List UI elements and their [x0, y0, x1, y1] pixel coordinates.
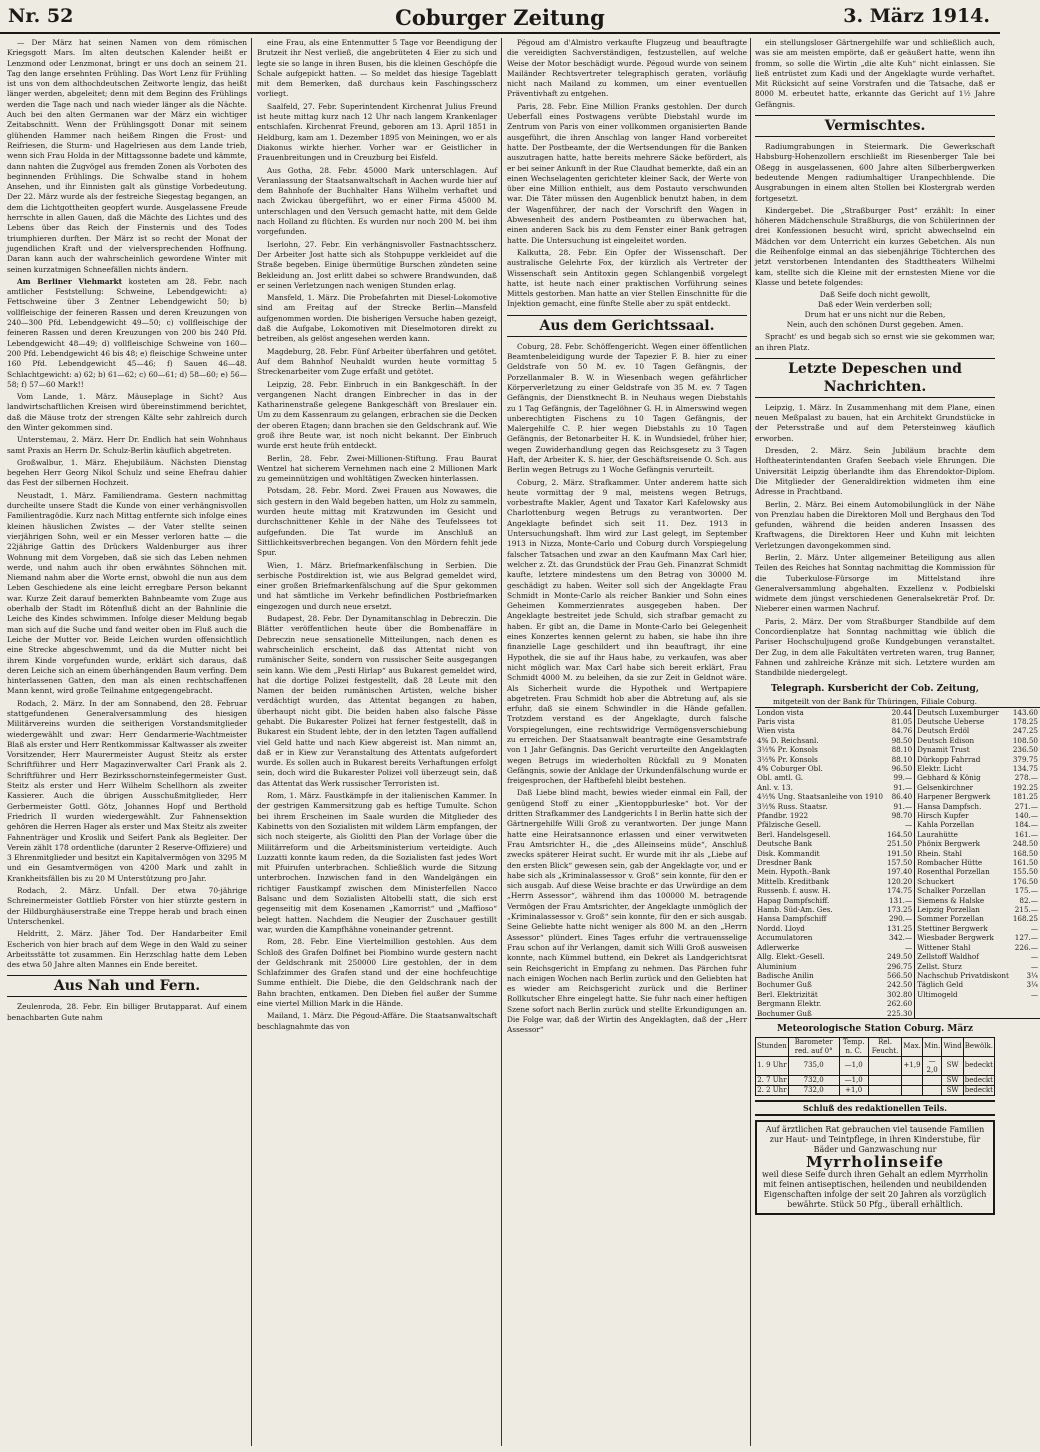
- stock-name: Disk. Kommandit: [757, 848, 820, 858]
- stock-name: Obl. amtl. G.: [757, 773, 803, 783]
- article-paris-standbild: Paris, 2. März. Der vom Straßburger Standbilde auf dem Concordienplatze hat Sonntag nachmittag wie üblich die Pariser Hochschuljugend große Kundgebungen veranstaltet. Der Zug, in dem alle Fakultäten vertreten waren, trug Banner, Fahnen und zahlreiche Kränze mit sich. Letztere wurden am Standbilde niedergelegt.: [755, 616, 995, 678]
- stock-row: [755, 802, 1040, 811]
- weather-cell: [868, 1075, 902, 1085]
- stock-value: 342.—: [885, 933, 915, 942]
- article-berlin-tuberkulose: Berlin, 2. März. Unter allgemeiner Beteiligung aus allen Teilen des Reiches hat Sonntag nachmittag die Kommission für die Tuberkulose-Fürsorge im Mittelstand ihre Generalversammlung abgehalten. Exzellenz v. Podbielski widmete dem jüngst verschiedenen Generalsekretär Prof. Dr. Nieberer einen warmen Nachruf.: [755, 552, 995, 614]
- stock-name: Phönix Bergwerk: [917, 839, 980, 849]
- stock-row: [755, 820, 1040, 829]
- stock-name: Deutsche Bank: [757, 839, 812, 849]
- stock-value: 98.50: [885, 736, 915, 745]
- section-heading: Letzte Depeschen und Nachrichten.: [755, 358, 995, 398]
- stock-value: [1011, 999, 1040, 1008]
- article-kindergebet: Kindergebet. Die „Straßburger Post“ erzählt: In einer höheren Mädchenschule Straßburgs, die von Schülerinnen der drei Konfessionen besucht wird, spricht abwechselnd ein Mädchen vor dem Unterricht ein kurzes Gebetchen. Als nun die Reihenfolge einmal an das siebenjährige Töchterchen des jetzt verstorbenen Intendanten des Stadttheaters Wilhelmi kam, stellte sich die Kleine mit der ernstesten Miene vor die Klasse und betete folgendes:: [755, 205, 995, 287]
- stock-name: 4½% Ung. Staatsanleihe von 1910: [757, 792, 883, 802]
- stock-name: Hamb. Süd-Am. Ges.: [757, 905, 833, 915]
- stock-name: Dresdner Bank: [757, 858, 812, 868]
- stock-name: Rombacher Hütte: [917, 858, 983, 868]
- column-rule: [251, 38, 252, 1446]
- stock-value: —: [1030, 923, 1038, 933]
- weather-header: Max.: [902, 1037, 923, 1056]
- stock-row: [755, 745, 1040, 754]
- stock-name: Allg. Elekt.-Gesell.: [757, 952, 825, 962]
- stock-value: —: [885, 820, 915, 829]
- stock-value: 88.10: [885, 755, 915, 764]
- weather-cell: [902, 1085, 923, 1095]
- stock-value: 134.75: [1012, 763, 1038, 773]
- weather-cell: SW: [942, 1056, 963, 1075]
- stock-value: 566.50: [885, 971, 915, 980]
- stock-row: [755, 736, 1040, 745]
- stock-row: [755, 914, 1040, 923]
- poem-line: Nein, auch den schönen Durst gegeben. Amen.: [786, 320, 964, 330]
- weather-row: [756, 1056, 995, 1075]
- stock-value: 176.50: [1012, 876, 1038, 886]
- column-2: [257, 38, 497, 1448]
- weather-row: [756, 1075, 995, 1085]
- weather-cell: 732,0: [788, 1075, 839, 1085]
- stock-value: 215.—: [1014, 905, 1038, 915]
- article-iserlohn: Iserlohn, 27. Febr. Ein verhängnisvoller Fastnachtsscherz. Der Arbeiter Jost hatte sich als Stohpuppe verkleidet auf die Straße begeben. Einige übermütige Burschen zündeten seine Bekleidung an. Jost erlitt dabei so schwere Brandwunden, daß er seinen Verletzungen nach wenigen Stunden erlag.: [257, 239, 497, 290]
- article-strafkammer: Coburg, 2. März. Strafkammer. Unter anderem hatte sich heute vormittag der 9 mal, meistens wegen Betrugs, vorbestrafte Makler, Agent und Taxator Karl Kafelowsky aus Charlottenburg wegen Betrugs zu verantworten. Der Angeklagte befindet sich seit 11. Dez. 1913 in Untersuchungshaft. Ihm wird zur Last gelegt, im September 1913 in Nizza, Monte-Carlo und Coburg durch Vorspiegelung falscher Tatsachen und zwar an den Kaufmann Max Carl hier, welcher z. Zt. das Grundstück der Frau Geh. Finanzrat Schmidt kaufte, letztere mindestens um den Betrag von 30000 M. geschädigt zu haben. Weiter soll sich der Angeklagte Frau Schmidt in Monte-Carlo als reicher Bankier und Sohn eines Geheimen Kommerzienrates ausgegeben haben. Der Angeklagte bestreitet jede Schuld, sich strafbar gemacht zu haben. Er gibt an, die Dame in Monte-Carlo bei Gelegenheit eines Konzertes kennen gelernt zu haben, sie habe ihn ihre finanzielle Lage geschildert und ihn beauftragt, ihr eine Hypothek, die sie auf ihr Haus habe, zu verkaufen, was aber nicht möglich war. Max Carl habe sich bereit erklärt, Frau Schmidt 4000 M. zu beleihen, da sie zur Zeit in Geldnot wäre. Als Sicherheit wurde die Hypothek und Wertpapiere abgetreten. Frau Schmidt hob aber die Abtretung auf, als sie erfuhr, daß sie einem Schwindler in die Hände gefallen. Trotzdem verstand es der Angeklagte, durch falsche Vorspiegelungen, eine rechtswidrige Vermögensverschiebung zu erreichen. Der Staatsanwalt beantragte eine Gesamtstrafe von 1 Jahr Gefängnis. Das Gericht verurteilte den Angeklagten wegen Betrugs im wiederholten Rückfall zu 9 Monaten Gefängnis, sowie der Anklage der Urkundenfälschung wurde er freigesprochen, der Haftbefehl bleibt bestehen.: [507, 477, 747, 786]
- newspaper-title: Coburger Zeitung: [395, 5, 605, 30]
- article-grosswalbur: Großwalbur, 1. März. Ehejubiläum. Nächsten Dienstag begehen Herr Georg Nikol Schulz und seine Ehefrau dahier das Fest der silbernen Hochzeit.: [7, 457, 247, 488]
- stock-value: 168.50: [1012, 848, 1038, 858]
- stock-name: Paris vista: [757, 716, 795, 726]
- stock-name: Leipzig Porzellan: [917, 905, 980, 915]
- stock-name: Mein. Hypoth.-Bank: [757, 867, 831, 877]
- weather-cell: [922, 1075, 942, 1085]
- article-wien: Wien, 1. März. Briefmarkenfälschung in Serbien. Die serbische Postdirektion ist, wie aus Belgrad gemeldet wird, einer großen Briefmarkenfälschung auf die Spur gekommen und hat sämtliche im Verkehr befindlichen Postbriefmarken eingezogen und durch neue ersetzt.: [257, 560, 497, 611]
- article-heldritt: Heldritt, 2. März. Jäher Tod. Der Handarbeiter Emil Escherich von hier brach auf dem Wege in den Wald zu seiner Arbeitsstätte tot zusammen. Ein Herzschlag hatte dem Leben des etwa 50 Jahre alten Mannes ein Ende bereitet.: [7, 929, 247, 970]
- stock-name: [915, 999, 1011, 1008]
- stock-row: [755, 1009, 1040, 1019]
- stock-name: Berl. Elektrizität: [757, 989, 818, 999]
- stock-name: Dürkopp Fahrrad: [917, 754, 981, 764]
- stock-row: [755, 877, 1040, 886]
- stock-value: 174.75: [885, 886, 915, 895]
- stock-value: 3¼: [1026, 970, 1038, 980]
- stock-name: 3½% Pr. Konsols: [757, 745, 818, 755]
- stock-row: [755, 830, 1040, 839]
- article-rodach-verein: Rodach, 2. März. In der am Sonnabend, den 28. Februar stattgefundenen Generalversammlung des hiesigen Militärvereins wurden die seitherigen Vorstandsmitglieder wiedergewählt und zwar: Herr Gendarmerie-Wachtmeister Blaß als erster und Herr Rentkommissar Kaltwasser als zweiter Vorsitzender, Herr Maurermeister August Steitz als erster Schriftführer und Herr Magazinverwalter Carl Frank als 2. Schriftführer und Herr Bezirksschornsteinfegermeister Gust. Steitz als erster und Herr Wilhelm Schellhorn als zweiter Kassierer. Auch die übrigen Ausschußmitglieder, Herr Gerbermeister Gottl. Götz, Johannes Hopf und Berthold Friedrich II wurden wiedergewählt. Zur Fahnensektion gehören die Herren Hager als erster und Max Steitz als zweiter Fahnenträger und Kroslik und Seifert Pank als Begleiter. Der Verein zählt 178 ordentliche (darunter 2 Reserve-Offiziere) und 3 Ehrenmitglieder und besitzt ein Kapitalvermögen von 3295 M und ein Gesamtvermögen von 4200 Mark und zahlt in Krankheitsfällen bis zu 20 M Unterstützung pro Jahr.: [7, 698, 248, 883]
- stock-name: Schalker Porzellan: [917, 886, 986, 896]
- stock-value: 99.—: [885, 773, 915, 782]
- stock-value: 248.50: [1012, 839, 1038, 849]
- section-heading: Vermischtes.: [755, 115, 995, 137]
- stock-value: 96.50: [885, 764, 915, 773]
- article-body: kosteten am 28. Febr. nach amtlicher Feststellung: Schweine, Lebendgewicht: a) Fettschweine über 3 Zentner Lebendgewicht 50; b) vollfleischige der feineren Rassen und deren Kreuzungen von 240—300 Pfd. Lebendgewicht 49—50; c) vollfleischige der feineren Rassen und deren Kreuzungen von 200 bis 240 Pfd. Lebendgewicht 48—49; d) vollfleischige Schweine von 160—200 Pfd. Lebendgewicht 46 bis 48; e) fleischige Schweine unter 160 Pfd. Lebendgewicht 45—46; f) Sauen 46—48. Schlachtgewicht: a) 62; b) 61—62; c) 60—61; d) 58—60; e) 56—58; f) 57—60 Mark!!: [7, 276, 248, 389]
- stock-name: Bergmann Elektr.: [757, 999, 822, 1009]
- stock-value: 262.60: [885, 999, 915, 1008]
- stock-row: [755, 933, 1040, 942]
- article-continued: Pégoud am d'Almistro verkaufte Flugzeug und beauftragte die vereidigten Sachverständigen, festzustellen, auf welche Weise der Motor beschädigt wurde. Pégoud wurde von seinem Mailänder Rechtsvertreter telegraphisch geraten, vorläufig nicht nach Mailand zu kommen, um einer eventuellen Präventivhaft zu entgehen.: [507, 38, 747, 99]
- article-berlin-auto: Berlin, 2. März. Bei einem Automobilunglück in der Nähe von Prenzlau haben die Direktoren Moll und Berghaus den Tod gefunden, während die beiden anderen Insassen des Kraftwagens, die Direktoren Heer und Kuhn mit leichten Verletzungen davongekommen sind.: [755, 499, 995, 550]
- article-potsdam: Potsdam, 28. Febr. Mord. Zwei Frauen aus Nowawes, die sich gestern in den Wald begeben hatten, um Holz zu sammeln, wurden heute mittag mit Kratzwunden im Gesicht und durchschnittener Kehle in der Nähe des Teufelssees tot aufgefunden. Die Tat wurde im Anschluß an Sittlichkeitsverbrechen begangen. Von den Mördern fehlt jede Spur.: [257, 486, 497, 558]
- article-radium: Radiumgrabungen in Steiermark. Die Gewerkschaft Habsburg-Hohenzollern erschließt im Riesenberger Tale bei Oßegg in ausgelassenen, 600 Jahre alten Silberbergwerken bedeutende Mengen radiumhaltiger Uranpechblende. Die Ausgrabungen in einem alten Stollen bei Klostergrab werden fortgesetzt.: [755, 142, 995, 203]
- stock-name: Hirsch Kupfer: [917, 811, 969, 821]
- stock-row: [755, 886, 1040, 895]
- stock-name: Hansa Dampfschiff: [757, 914, 827, 924]
- stock-value: 191.50: [885, 849, 915, 858]
- stock-row: [755, 962, 1040, 971]
- stock-value: 242.50: [885, 980, 915, 989]
- article-rom-kammer: Rom, 1. März. Faustkämpfe in der italienischen Kammer. In der gestrigen Kammersitzung gab es heftige Tumulte. Schon bei ihrem Erscheinen im Saale wurden die Mitglieder des Kabinetts von den Sozialisten mit wildem Lärm empfangen, der sich noch steigerte, als Giolitti den Plan der Vorlage über die Militärreform und die Arbeitsministerium verteidigte. Auch Luzzatti konnte kaum reden, da die Sozialisten fast jedes Wort mit Pfuirufen unterbrachen. Schließlich wurde die Sitzung unterbrochen. Inzwischen fand in den Wandelgängen ein richtiger Faustkampf zwischen dem Ministerfellen Nacco Balsanc und dem Sozialisten Altobelli statt, die sich erst gegenseitig mit dem Kosenamen „Kamorrist“ und „Maffioso“ belegt hatten. Nachdem die Neugier der Zuschauer gestillt war, wurden die Kampfhähne voneinander getrennt.: [257, 791, 497, 934]
- stock-name: Pfandbr. 1922: [757, 811, 809, 821]
- stock-name: Rhein. Stahl: [917, 848, 962, 858]
- kursbericht-title: Telegraph. Kursbericht der Cob. Zeitung,: [771, 683, 979, 694]
- stock-row: [755, 867, 1040, 876]
- masthead: [0, 0, 1000, 34]
- article-gotha: Aus Gotha, 28. Febr. 45000 Mark unterschlagen. Auf Veranlassung der Staatsanwaltschaft in Aachen wurde hier auf dem Bahnhofe der Buchhalter Hans Wilhelm verhaftet und nach Zwickau übergeführt, wo er einer Firma 45000 M. unterschlagen und den Versuch gemacht hatte, mit dem Gelde nach Holland zu flüchten. Es wurden nur noch 200 M. bei ihm vorgefunden.: [257, 165, 497, 237]
- poem: [755, 290, 995, 330]
- stock-value: —: [1030, 952, 1038, 962]
- article-vom-lande: Vom Lande, 1. März. Mäuseplage in Sicht? Aus landwirtschaftlichen Kreisen wird übereinstimmend berichtet, daß die Mäuse trotz der strengen Kälte sehr zahlreich durch den Winter gekommen sind.: [7, 392, 247, 432]
- stock-name: Deutsch Erdöl: [917, 726, 970, 736]
- stock-name: Gebhard & König: [917, 773, 981, 783]
- stock-value: 249.50: [885, 952, 915, 961]
- stock-row: [755, 792, 1040, 801]
- section-heading: Aus Nah und Fern.: [7, 975, 247, 997]
- stock-value: —: [1030, 989, 1038, 999]
- stock-name: Deutsche Ueberse: [917, 716, 985, 726]
- article-dresden: Dresden, 2. März. Sein Jubiläum brachte dem Hoftheaterintendanten Grafen Seebach viele Ehrungen. Die Universität Leipzig überlandte ihm das Ehrendoktor-Diplom. Die Mitglieder der Generaldirektion widmeten ihm eine Adresse in Prachtband.: [755, 446, 995, 497]
- stock-row: [755, 707, 1040, 717]
- article-neustadt: Neustadt, 1. März. Familiendrama. Gestern nachmittag durcheilte unsere Stadt die Kunde von einer verhängnisvollen Familientragödie. Kurz nach Mittag entfernte sich infolge eines kleinen häuslichen Zwistes — der Vater stellte seinen vierjährigen Sohn, weil er ein Messer verloren hatte — die 22jährige Gattin des Drückers Waldenburger aus ihrer Wohnung mit dem Vorgeben, daß sie sich das Leben nehmen werde, und nahm auch ihr oben erwähntes Söhnchen mit. Niemand nahm aber die Worte ernst, obwohl die nun aus dem Leben Geschiedene als eine leicht erregbare Person bekannt war. Kurze Zeit darauf bemerkten Bahnbeamte vom Zuge aus oberhalb der Stadt im Rötenfluß dicht an der Bahnlinie die Leiche des Kindes schwimmen. Infolge dieser Meldung begab man sich auf die Suche und fand weiter oben im Fluß auch die Leiche der Mutter vor. Beide Leichen wurden offensichtlich eine Strecke abgeschwemmt, und da die Mutter nicht bei ihrem Kinde vorgefunden wurde, erklärt sich daraus, daß deren Leiche sich an einem überhängenden Baum verfing. Dem hinterlassenen Gatten, den man als einen rechtschaffenen Mann kennt, wird große Teilnahme entgegengebracht.: [7, 490, 247, 696]
- weather-header: Wind: [942, 1037, 963, 1056]
- stock-name: 3½% Russ. Staatsr.: [757, 801, 828, 811]
- stock-row: [755, 726, 1040, 735]
- stock-value: 157.50: [885, 858, 915, 867]
- stock-name: Sommer Porzellan: [917, 914, 984, 924]
- weather-cell: —2,0: [922, 1056, 942, 1075]
- stock-name: Hapag Dampfschiff.: [757, 895, 830, 905]
- stock-name: Ultimogeld: [917, 989, 958, 999]
- section-heading: Aus dem Gerichtssaal.: [507, 315, 747, 337]
- stock-name: Wiesbader Bergwerk: [917, 933, 994, 943]
- poem-line: Daß Seife doch nicht gewollt,: [819, 290, 931, 300]
- article-zeulenroda: Zeulenroda, 28. Febr. Ein billiger Brutapparat. Auf einem benachbarten Gute nahm: [7, 1002, 247, 1022]
- weather-cell: bedeckt: [964, 1085, 993, 1094]
- kursbericht-subtitle: mitgeteilt von der Bank für Thüringen, Filiale Coburg.: [773, 696, 977, 706]
- article-rom-diebstahl: Rom, 28. Febr. Eine Viertelmillion gestohlen. Aus dem Schloß des Grafen Dolfinet bei Piombino wurde gestern nacht der Geldschrank mit 250000 Lire gestohlen, der in dem Schlafzimmer des Grafen stand und der eine hochfeuchtige Summe enthielt. Die Diebe, die den Geldschrank nach der Bahn brachten, entkamen. Den Dieben fiel außer der Summe eine viertel Million Mark in die Hände.: [257, 937, 497, 1009]
- stock-name: Accumulatoren: [757, 933, 813, 943]
- stock-value: —: [885, 943, 915, 952]
- weather-cell: SW: [942, 1075, 963, 1085]
- stock-name: 3½% Pr. Konsols: [757, 754, 818, 764]
- stock-name: Rosenthal Porzellan: [917, 867, 990, 877]
- stock-name: Nordd. Lloyd: [757, 923, 805, 933]
- stock-value: 108.50: [1012, 735, 1038, 745]
- stock-name: Elektr. Licht: [917, 763, 963, 773]
- stock-row: [755, 773, 1040, 782]
- stock-row: [755, 896, 1040, 905]
- stock-value: 181.25: [1012, 792, 1038, 802]
- stock-value: 225.30: [885, 1009, 915, 1019]
- stock-row: [755, 764, 1040, 773]
- column-rule: [501, 38, 502, 1446]
- weather-title: Meteorologische Station Coburg. März: [776, 1023, 974, 1034]
- stock-row: [755, 717, 1040, 726]
- article-leipzig-messe: Leipzig, 1. März. In Zusammenhang mit dem Plane, einen neuen Meßpalast zu bauen, hat ein Architekt Grundstücke in der Petersstraße und auf dem Petersteinweg käuflich erworben.: [755, 402, 995, 443]
- stock-value: 247.25: [1012, 726, 1038, 736]
- weather-cell: 732,0: [788, 1085, 839, 1095]
- article-maerz: — Der März hat seinen Namen von dem römischen Kriegsgott Mars. Im alten deutschen Kalender heißt er Lenzmond oder Lenzmonat, bringt er uns doch an seinem 21. Tag den lange ersehnten Frühling. Das Wort Lenz für Frühling ist uns von dem althochdeutschen Zeitworte lengiz, das heißt länger werden, abgeleitet; denn mit dem Beginn des Frühlings werden die Tage nach und nach wieder länger als die Nächte. Auch bei den alten Germanen war der März ein wichtiger Zeitabschnitt. Wenn der Frühlingsgott Donar mit seinem glühenden Hammer nach heißem Ringen die Frost- und Reifriesen, die Sturm- und Hagelriesen aus dem Lande trieb, wenn sich Frau Holda in der Mittagssonne badete und kämmte, dann nahten die Zugvögel aus fremden Zonen als Vorboten des beginnenden Frühlings. Die Schwalbe stand in hohem Ansehen, und ihr Einnisten galt als günstige Vorbedeutung. Der 22. März wurde als der festreiche Siegestag begangen, an dem die Lichtgottheiten geopfert wurde. Ausgelassene Freude herrschte in allen Gauen, daß die Mächte des Lichtes und des Lebens über das Reich der Finsternis und des Todes triumphieren durften. Der März ist so recht der Monat der jugendlichen Kraft und der vielversprechenden Hoffnung. Daran kann auch der wahrscheinlich gewordene Winter mit seinen kurzatmigen Schneefällen nichts ändern.: [7, 38, 247, 274]
- stock-name: Bochumer Guß: [757, 980, 812, 990]
- stock-value: 302.80: [885, 990, 915, 999]
- stock-row: [755, 755, 1040, 764]
- weather-cell: 2. 2 Uhr: [757, 1085, 787, 1094]
- stock-name: Laurahütte: [917, 829, 958, 839]
- stock-name: Dynamit Trust: [917, 745, 970, 755]
- stock-value: —: [1030, 961, 1038, 971]
- stock-name: Siemens & Halske: [917, 895, 985, 905]
- stock-name: [915, 1009, 1011, 1019]
- column-rule: [750, 38, 751, 1446]
- weather-cell: 2. 7 Uhr: [757, 1075, 787, 1084]
- article-paris: Paris, 28. Febr. Eine Million Franks gestohlen. Der durch Ueberfall eines Postwagens verübte Diebstahl wurde im Zentrum von Paris von einer vollkommen organisierten Bande ausgeführt, die ihren Anschlag von langer Hand vorbereitet hatte. Der Postbeamte, der die Wertsendungen für die Banken auszutragen hatte, hatte bereits mehrere Säcke befördert, als er bei seiner Ankunft in der Rue Claudhat bemerkte, daß ein an einen Wechselagenten gerichteter kleiner Sack, der Werte von über eine Million enthielt, aus dem Postauto verschwunden war. Die Täter müssen den Augenblick benutzt haben, in dem der Wagenführer, der nach der Vorschrift den Wagen in Abwesenheit des andern Postbeamten zu überwachen hat, einen anderen Sack bis zu dem Fenster einer Bank getragen hatte. Die Untersuchung ist eingeleitet worden.: [507, 101, 747, 245]
- stock-value: 192.25: [1012, 782, 1038, 792]
- stock-name: Aluminium: [757, 961, 797, 971]
- stock-name: Hansa Dampfsch.: [917, 801, 982, 811]
- issue-number: Nr. 52: [8, 5, 74, 27]
- stock-value: [1011, 1009, 1040, 1019]
- stock-value: 161.50: [1012, 858, 1038, 868]
- stock-name: Gelsenkirchner: [917, 782, 974, 792]
- ad-brand: Myrrholinseife: [805, 1153, 945, 1172]
- poem-line: Drum hat er uns nicht nur die Reben,: [804, 310, 946, 320]
- stock-name: Pfälzische Gesell.: [757, 820, 821, 830]
- stock-row: [755, 783, 1040, 792]
- article-unterstemau: Unterstemau, 2. März. Herr Dr. Endlich hat sein Wohnhaus samt Praxis an Herrn Dr. Schulz-Berlin käuflich abgetreten.: [7, 435, 247, 455]
- weather-cell: 735,0: [788, 1056, 839, 1075]
- stock-value: 236.50: [1012, 745, 1038, 755]
- stock-value: 143.60: [1012, 707, 1038, 717]
- weather-cell: +1,9: [902, 1056, 923, 1075]
- stock-name: Russenb. f. ausw. H.: [757, 886, 831, 896]
- stock-name: Nachschub Privatdiskont: [917, 970, 1009, 980]
- article-mailand: Mailand, 1. März. Die Pégoud-Affäre. Die Staatsanwaltschaft beschlagnahmte das von: [257, 1011, 497, 1031]
- weather-row: [756, 1085, 995, 1095]
- ad-text: weil diese Seife durch ihren Gehalt an edlem Myrrholin mit feinen antiseptischen, heilenden und neubildenden Eigenschaften infolge der seit 20 Jahren als vorzüglich bewährte. Stück 50 Pfg., überall erhältlich.: [762, 1169, 988, 1209]
- stock-table: [755, 707, 1040, 1019]
- stock-value: 184.—: [1014, 820, 1038, 830]
- weather-cell: bedeckt: [964, 1075, 993, 1084]
- article-kindergebet-end: Spracht' es und begab sich so ernst wie sie gekommen war, an ihren Platz.: [755, 332, 995, 352]
- stock-value: 131.—: [885, 896, 915, 905]
- stock-name: Zellst. Sturz: [917, 961, 962, 971]
- stock-row: [755, 811, 1040, 820]
- weather-cell: [902, 1075, 923, 1085]
- stock-value: 120.20: [885, 877, 915, 886]
- poem-line: Daß eder Wein verderben soll;: [817, 300, 933, 310]
- stock-value: 173.25: [885, 905, 915, 914]
- stock-value: 175.—: [1014, 886, 1038, 896]
- stock-name: Badische Anilin: [757, 970, 814, 980]
- column-3: [507, 38, 747, 1448]
- article-leipzig: Leipzig, 28. Febr. Einbruch in ein Bankgeschäft. In der vergangenen Nacht drangen Einbrecher in das in der Katharinenstraße gelegene Bankgeschäft von Breslauer ein. Um zu dem Kassenraum zu gelangen, erbrachen sie die Decken der oberen Etagen; dann brachen sie den Geldschrank auf. Wie groß ihre Beute war, ist noch nicht bekannt. Der Einbruch wurde erst heute früh entdeckt.: [257, 379, 497, 451]
- article-continued: ein stellungsloser Gärtnergehilfe war und schließlich auch, was sie am meisten empörte, daß er geäußert hatte, wenn ihn fromm, so solle die Wirtin „die alte Kuh“ nicht einlassen. Sie ließ entrüstet zum Kadi und der Angeklagte wurde verhaftet. Mit Rücksicht auf seine Vorstrafen und die Tatsache, daß er 8000 M. erbeutet hatte, erkannte das Gericht auf 1½ Jahre Gefängnis.: [755, 38, 995, 109]
- editorial-end: Schluß des redaktionellen Teils.: [755, 1100, 995, 1116]
- stock-value: 88.10: [885, 745, 915, 754]
- stock-value: 127.—: [1014, 933, 1038, 943]
- stock-value: 278.—: [1014, 773, 1038, 783]
- stock-name: Schuckert: [917, 876, 955, 886]
- article-berlin-stiftung: Berlin, 28. Febr. Zwei-Millionen-Stiftung. Frau Baurat Wentzel hat sicherem Vernehmen nach eine 2 Millionen Mark zu gemeinnützigen und wohltätigen Zwecken hinterlassen.: [257, 453, 497, 484]
- stock-value: 86.40: [885, 792, 915, 801]
- article-kalkutta: Kalkutta, 28. Febr. Ein Opfer der Wissenschaft. Der australische Gelehrte Fox, der kürzlich als Vertreter der Wissenschaft sein Antitoxin gegen Schlangenbiß vorgelegt hatte, ist heute nach einer praktischen Vorführung seines Mittels gestorben. Man hatte an vier Stellen Einschnitte für die Injektion gemacht, eine fünfte Stelle aber zu spät entdeckt.: [507, 247, 747, 309]
- stock-row: [755, 858, 1040, 867]
- advertisement: [755, 1120, 995, 1214]
- weather-header: Stunden: [756, 1037, 789, 1056]
- stock-row: [755, 905, 1040, 914]
- stock-value: 161.—: [1014, 829, 1038, 839]
- weather-cell: —1,0: [839, 1075, 868, 1085]
- stock-value: 155.50: [1012, 867, 1038, 877]
- weather-cell: +1,0: [839, 1085, 868, 1095]
- stock-name: Wien vista: [757, 726, 795, 736]
- weather-header: Barometer red. auf 0°: [788, 1037, 839, 1056]
- article-rodach-unfall: Rodach, 2. März. Unfall. Der etwa 70-jährige Schreinermeister Gottlieb Förster von hier stürzte gestern in der Hildburghäuserstraße eine Treppe herab und brach einen Unterschenkel.: [7, 886, 247, 926]
- weather-header: Min.: [922, 1037, 942, 1056]
- stock-value: 271.—: [1014, 801, 1038, 811]
- column-4: [755, 38, 1038, 1448]
- stock-row: [755, 849, 1040, 858]
- article-budapest: Budapest, 28. Febr. Der Dynamitanschlag in Debreczin. Die Blätter veröffentlichen heute über die Bombenaffäre in Debreczin neue sensationelle Mitteilungen, nach denen es wahrscheinlich erscheint, daß das Attentat nicht von rumänischer Seite, sondern von russischer Seite ausgegangen sein kann. Wie dem „Pesti Hirlap“ aus Bukarest gemeldet wird, hat die dortige Polizei festgestellt, daß 28 Leute mit den Namen der beiden rumänischen Artisten, welche bisher verdächtigt wurden, das Attentat begangen zu haben, überhaupt nicht gibt. Die beiden haben also falsche Pässe gehabt. Die Bukarester Polizei hat ferner festgestellt, daß in Bukarest ein Student lebte, der in den letzten Tagen auffallend viel Geld hatte und nach Kiew abgereist ist. Man nimmt an, daß er in Kiew zur Veranstaltung des Attentats aufgefordert wurde. Es sollen auch in Bukarest bereits Verhaftungen erfolgt sein, doch wird die Bukarester Polizei voll überzeugt sein, daß das Attentat das Werk russischer Terroristen ist.: [257, 614, 497, 788]
- stock-value: 379.75: [1012, 754, 1038, 764]
- stock-value: 226.—: [1014, 942, 1038, 952]
- stock-name: Wittener Stahl: [917, 942, 971, 952]
- stock-value: 82.—: [1019, 895, 1038, 905]
- article-magdeburg: Magdeburg, 28. Febr. Fünf Arbeiter überfahren und getötet. Auf dem Bahnhof Neuhaldt wurden heute vormittag 5 Streckenarbeiter vom Zuge erfaßt und getötet.: [257, 346, 497, 377]
- stock-name: London vista: [757, 707, 804, 717]
- stock-name: Kahla Porzellan: [917, 820, 975, 830]
- stock-row: [755, 980, 1040, 989]
- article-continued: eine Frau, als eine Entenmutter 5 Tage vor Beendigung der Brutzeit ihr Nest verließ, die angebrüteten 4 Eier zu sich und legte sie so lange in ihren Busen, bis die kleinen Geschöpfe die Schale aufgepickt hatten. — So meldet das hiesige Tageblatt mit dem Bemerken, daß durchaus kein Faschingsscherz vorliegt.: [257, 38, 497, 99]
- stock-value: 290.—: [885, 914, 915, 923]
- weather-cell: [922, 1085, 942, 1095]
- article-mansfeld: Mansfeld, 1. März. Die Probefahrten mit Diesel-Lokomotive sind am Freitag auf der Strecke Berlin—Mansfeld aufgenommen worden. Die bisherigen Versuche haben gezeigt, daß die Aufgabe, Lokomotiven mit Dieselmotoren direkt zu betreiben, als gelöst angesehen werden kann.: [257, 293, 497, 344]
- stock-name: Adlerwerke: [757, 942, 800, 952]
- article-liebe-blind: Daß Liebe blind macht, bewies wieder einmal ein Fall, der genügend Stoff zu einer „Kientoppburleske“ bot. Vor der dritten Strafkammer des Landgerichts I in Berlin hatte sich der Gärtnergehilfe Willi Groß zu verantworten. Der junge Mann hatte eine Heiratsannonce erlassen und einer verwitweten Frau Amtsrichter H., die „des Alleinseins müde“, Anschluß zwecks späterer Heirat sucht. Er wurde mit ihr als „Liebe auf den ersten Blick“ gewesen sein, gab der Angeklagte vor, und er habe sich als „Kriminalassessor v. Groß“ sein konnte, für den er sich ausgab. Auf diese Weise brachte er das Urwürdige an dem „Herrn Assessor“, während ihm das 100000 M. betragende Vermögen der Frau Amtsrichter, der Angeklagte unmöglich der „Kriminalassessor v. Groß“ sein konnte, für den er sich ausgab. Seine Geliebte hatte nicht weniger als 800 M. an den „Herrn Assessor“ plündert. Eines Tages erfuhr die vertrauensselige Frau schon auf ihr Verlangen, damit sich Willi Groß ausweisen konnte, nach Kümmel buttend, ein Dekret als Landgerichtsrat sein Reichsgericht in Empfang zu nehmen. Das Pärchen fuhr nach einigen Wochen nach Berlin zurück und den Geliebten hat es wieder am Reichsgericht zurück und die Berliner Rollkutscher Ehre eingelegt hatte. Sie fuhr nach einer heftigen Szene sofort nach Berlin zurück und stellte Erkundigungen an. Die Folge war, daß der Wirtin des Angeklagten, daß der „Herr Assessor“: [507, 788, 747, 1035]
- article-viehmarkt: [7, 277, 247, 390]
- weather-table: [755, 1037, 995, 1096]
- stock-row: [755, 971, 1040, 980]
- stock-name: 4% D. Reichsanl.: [757, 735, 819, 745]
- stock-value: 168.25: [1012, 914, 1038, 924]
- stock-value: 91.—: [885, 802, 915, 811]
- weather-cell: [868, 1085, 902, 1095]
- stock-name: Harpener Bergwerk: [917, 792, 991, 802]
- stock-value: 251.50: [885, 839, 915, 848]
- stock-value: 84.76: [885, 726, 915, 735]
- weather-header: Bewölk.: [963, 1037, 994, 1056]
- weather-header: Rel. Feucht.: [868, 1037, 902, 1056]
- stock-name: Anl. v. 13.: [757, 782, 793, 792]
- stock-value: 197.40: [885, 867, 915, 876]
- stock-name: Berl. Handelsgesell.: [757, 829, 831, 839]
- article-schoeffengericht: Coburg, 28. Febr. Schöffengericht. Wegen einer öffentlichen Beamtenbeleidigung wurde der Tapezier F. B. hier zu einer Geldstrafe von 50 M. ev. 10 Tagen Gefängnis, der Porzellanmaler B. W. in Wiesenbach wegen gefährlicher Körperverletzung zu einer Geldstrafe von 35 M. ev. 7 Tagen Gefängnis, der Dienstknecht B. in Neuhaus wegen Diebstahls zu 1 Tag Gefängnis, der Tagelöhner G. H. in Almerswind wegen unberechtigten Fischens zu 10 Tagen Gefängnis, der Malergehilfe C. P. hier wegen Diebstahls zu 10 Tagen Gefängnis, der Betonarbeiter H. K. in Wundsiedel, früher hier, wegen Zuwiderhandlung gegen das Reichsgesetz zu 3 Tagen Haft, der Arbeiter K. S. hier, der Geschäftsreisende O. Sch. aus Berlin wegen Betrugs zu 1 Woche Gefängnis verurteilt.: [507, 341, 747, 475]
- stock-row: [755, 990, 1040, 999]
- stock-value: 140.—: [1014, 811, 1038, 821]
- stock-row: [755, 924, 1040, 933]
- weather-cell: 1. 9 Uhr: [756, 1056, 789, 1075]
- ad-text: Auf ärztlichen Rat gebrauchen viel tausende Familien zur Haut- und Teintpflege, in ihren Kinderstube, für Bäder und Ganzwaschung nur: [765, 1125, 985, 1155]
- weather-cell: —1,0: [839, 1056, 868, 1075]
- stock-row: [755, 943, 1040, 952]
- weather-cell: bedeckt: [963, 1056, 994, 1075]
- column-1: [7, 38, 247, 1448]
- stock-value: 98.70: [885, 811, 915, 820]
- stock-value: 3¼: [1026, 980, 1038, 990]
- weather-cell: SW: [942, 1085, 963, 1095]
- weather-header: Temp. n. C.: [839, 1037, 868, 1056]
- stock-value: 131.25: [885, 924, 915, 933]
- issue-date: 3. März 1914.: [843, 5, 990, 27]
- article-saalfeld: Saalfeld, 27. Febr. Superintendent Kirchenrat Julius Freund ist heute mittag kurz nach 12 Uhr nach langem Krankenlager entschlafen. Kirchenrat Freund, geboren am 13. April 1851 in Heldburg, kam am 1. Dezember 1895 von Meiningen, wo er als Diakonus wirkte hierher. Vorher war er Geistlicher in Frauenbreitungen und in Creuzburg bei Eisfeld.: [257, 101, 497, 163]
- stock-name: Täglich Geld: [917, 980, 964, 990]
- stock-name: Deutsch Edison: [917, 735, 975, 745]
- stock-name: Mittelb. Kreditbank: [757, 876, 829, 886]
- stock-name: 4% Coburger Obl.: [757, 763, 823, 773]
- stock-value: 164.50: [885, 830, 915, 839]
- article-heading: Am Berliner Viehmarkt: [17, 276, 123, 286]
- stock-row: [755, 952, 1040, 961]
- stock-value: 91.—: [885, 783, 915, 792]
- stock-row: [755, 839, 1040, 848]
- stock-value: 296.75: [885, 962, 915, 971]
- stock-name: Deutsch Luxemburger: [917, 707, 999, 717]
- stock-value: 20.44: [885, 707, 915, 717]
- stock-name: Bochumer Guß: [757, 1008, 812, 1018]
- stock-value: 178.25: [1012, 716, 1038, 726]
- stock-name: Stettiner Bergwerk: [917, 923, 988, 933]
- stock-row: [755, 999, 1040, 1008]
- stock-value: 81.05: [885, 717, 915, 726]
- stock-name: Zellstoff Waldhof: [917, 952, 979, 962]
- weather-cell: [868, 1056, 902, 1075]
